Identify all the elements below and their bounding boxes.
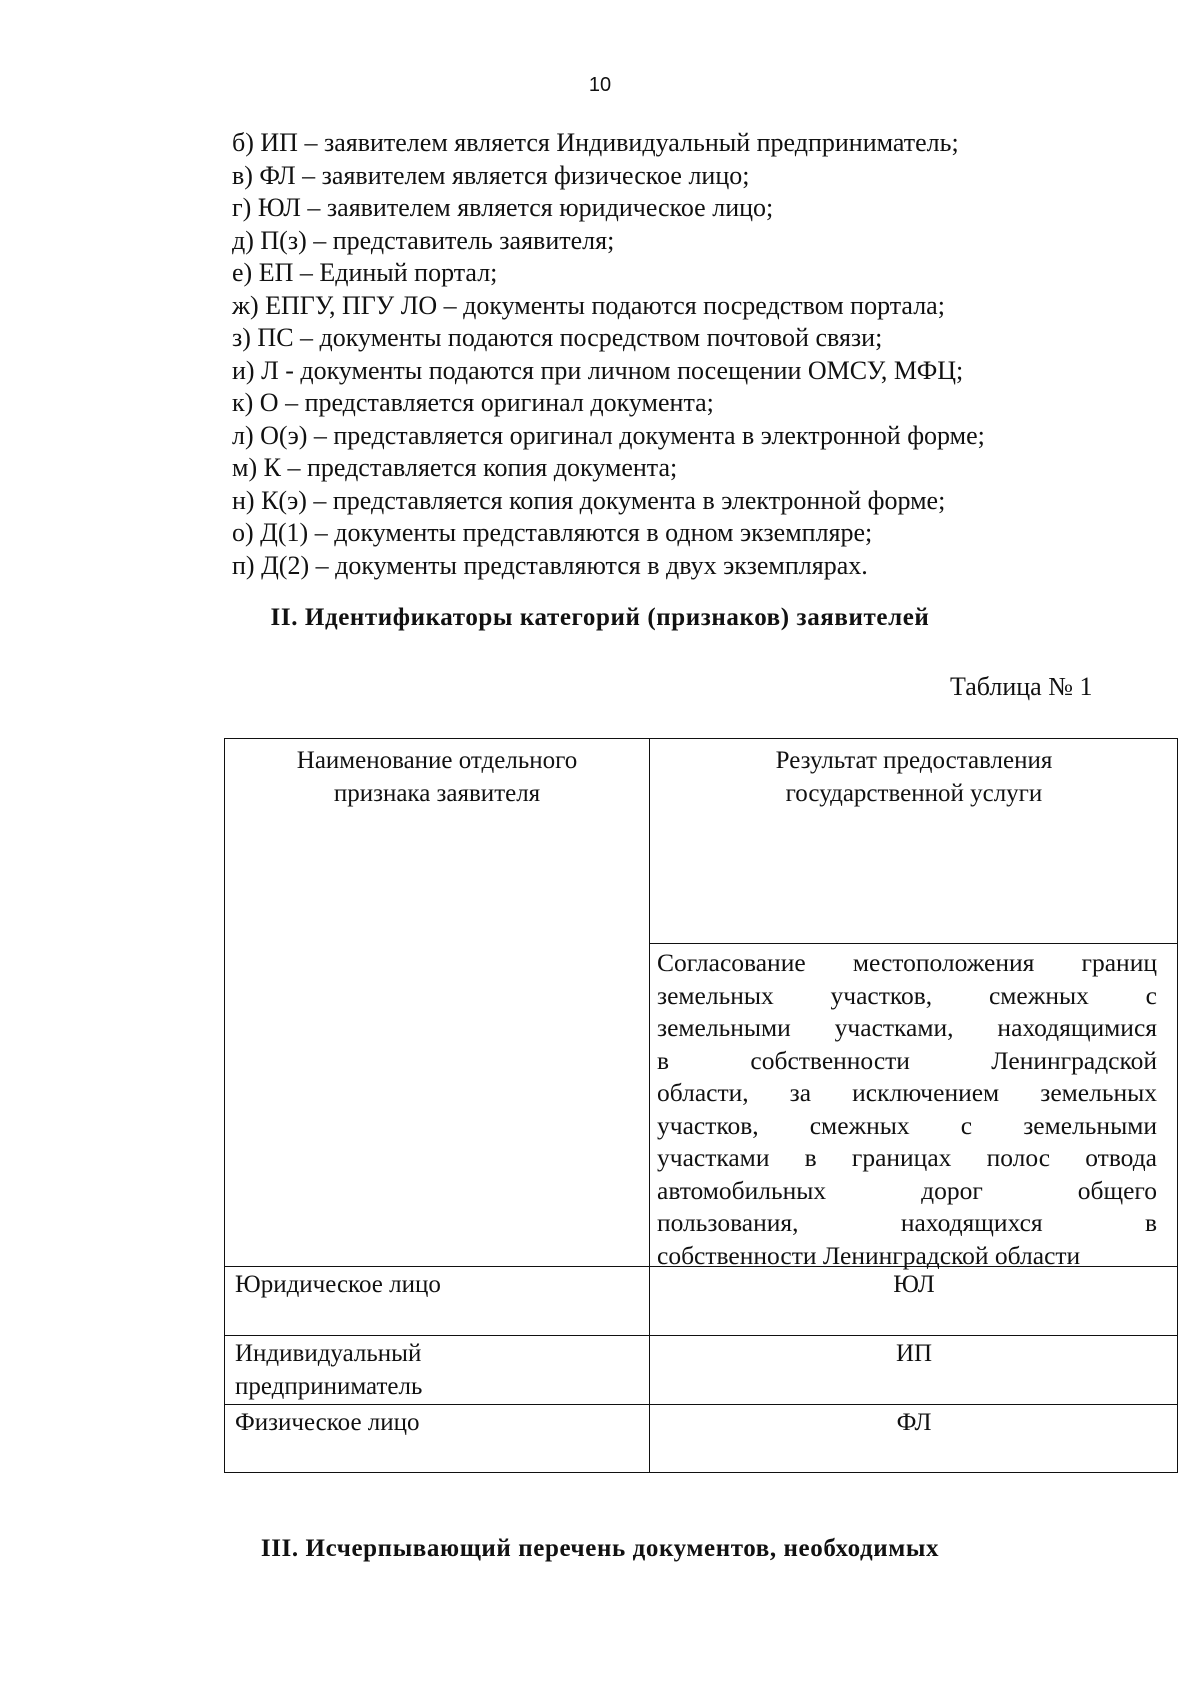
abbreviation-item: ж) ЕПГУ, ПГУ ЛО – документы подаются посредством портала; [232,290,945,320]
abbreviation-item: е) ЕП – Единый портал; [232,258,498,287]
result-line: земельными участками, находящимися [657,1013,1157,1042]
result-line: участками в границах полос отвода [657,1143,1157,1172]
service-result-description [657,947,1157,1272]
page-number: 10 [588,74,612,96]
table-row-divider [225,1404,1177,1405]
table-row-name: Физическое лицо [235,1409,420,1436]
table-row-name: Юридическое лицо [235,1271,441,1298]
table-header-criterion-text: Наименование отдельного признака заявителя [296,747,578,807]
table-row-name [235,1338,635,1403]
result-line: в собственности Ленинградской [657,1045,1157,1075]
section-2-heading: II. Идентификаторы категорий (признаков) заявителей [270,604,930,631]
abbreviation-item: д) П(з) – представитель заявителя; [232,225,615,255]
table-header-result [649,745,1179,810]
result-line: земельных участков, смежных с [657,980,1157,1010]
table-row-code: ФЛ [896,1409,932,1436]
table-header-result-text: Результат предоставления государственной услуги [775,747,1053,807]
table-row-divider [225,1335,1177,1336]
abbreviation-item: з) ПС – документы подаются посредством почтовой связи; [232,323,883,352]
abbreviation-item: к) О – представляется оригинал документа; [232,388,714,417]
table-row-name-text: Индивидуальный предприниматель [235,1340,423,1400]
table-caption: Таблица № 1 [950,672,1093,701]
table-row-code: ИП [895,1340,933,1367]
abbreviation-item: б) ИП – заявителем является Индивидуальный предприниматель; [232,128,959,157]
table-row-code: ЮЛ [893,1271,935,1298]
abbreviation-item: в) ФЛ – заявителем является физическое лицо; [232,160,750,190]
applicant-categories-table [224,738,1178,1473]
abbreviation-item: н) К(э) – представляется копия документа в электронной форме; [232,485,946,515]
table-row-divider [649,943,1177,944]
result-line: Согласование местоположения границ [657,948,1157,977]
result-line: области, за исключением земельных [657,1078,1157,1107]
abbreviation-item: г) ЮЛ – заявителем является юридическое лицо; [232,193,774,222]
section-3-heading: III. Исчерпывающий перечень документов, необходимых [260,1535,940,1562]
abbreviation-item: п) Д(2) – документы представляются в двух экземплярах. [232,550,868,580]
result-line: пользования, находящихся в [657,1208,1157,1237]
abbreviation-item: о) Д(1) – документы представляются в одном экземпляре; [232,518,873,547]
abbreviation-item: л) О(э) – представляется оригинал документа в электронной форме; [232,420,985,450]
table-header-criterion [225,745,649,810]
result-line: собственности Ленинградской области [657,1240,1081,1270]
abbreviation-list [232,127,985,582]
abbreviation-item: м) К – представляется копия документа; [232,453,678,482]
result-line: участков, смежных с земельными [657,1110,1157,1140]
result-line: автомобильных дорог общего [657,1175,1157,1205]
abbreviation-item: и) Л - документы подаются при личном посещении ОМСУ, МФЦ; [232,355,964,385]
